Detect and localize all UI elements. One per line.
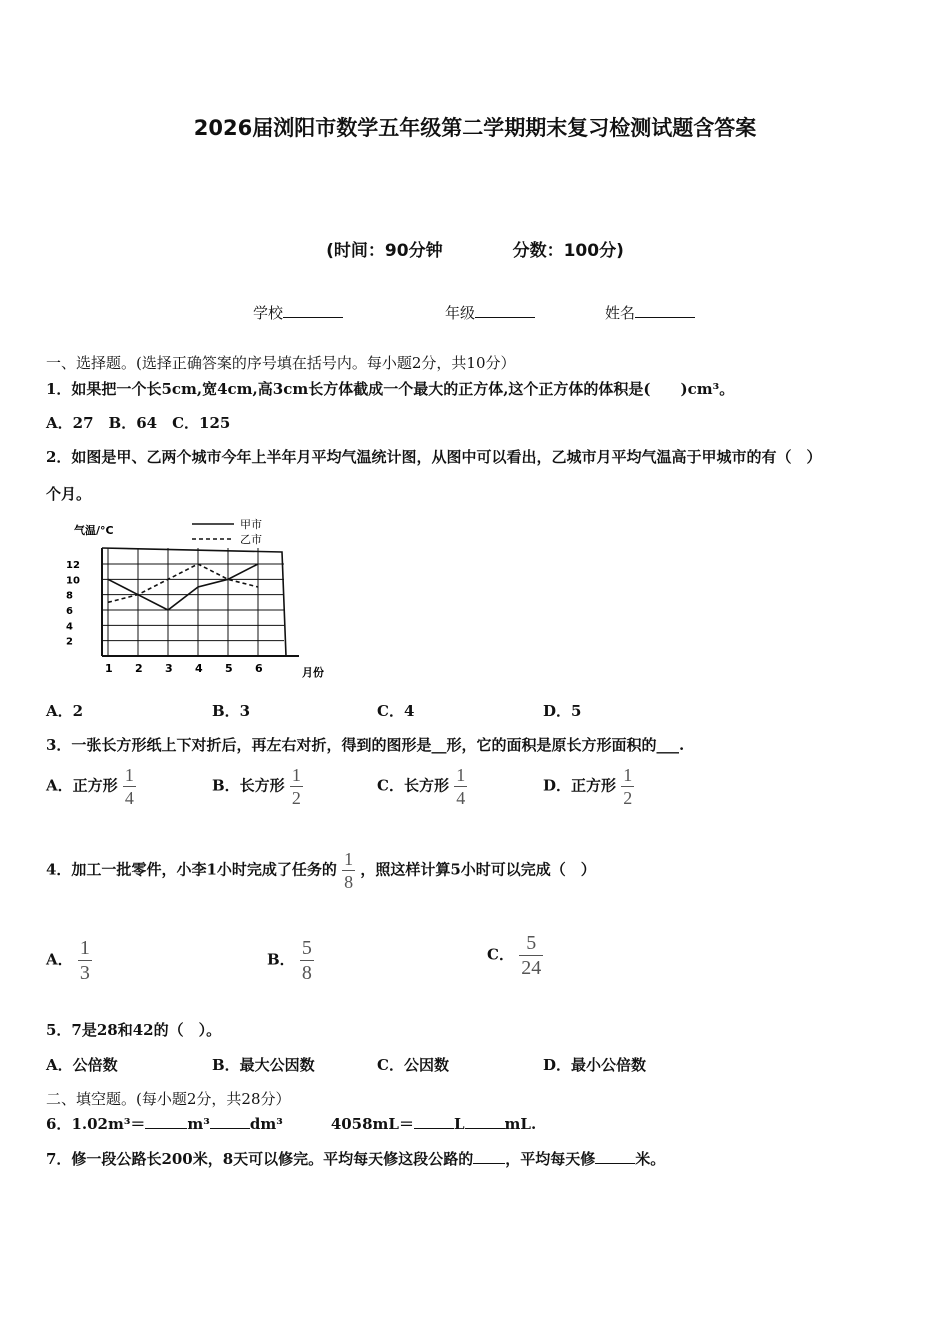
question-4-fraction: $\frac{1}{8}$ [344,849,354,892]
q4-option-a-fraction: $\frac{1}{3}$ [79,937,90,984]
chart-x-ticks [105,662,263,675]
chart-y-label: 气温/°C [74,524,114,537]
x-tick-label: 2 [135,662,143,675]
q3-option-d-label: D．正方形 [543,776,617,795]
section-2-heading: 二、填空题。(每小题2分，共28分） [46,1090,291,1108]
question-6-number: 6． [46,1115,72,1133]
name-field[interactable] [605,302,695,323]
total-score: 分数：100分) [512,241,624,261]
q6-blank-1[interactable] [145,1114,187,1129]
q3-option-d[interactable] [543,766,634,807]
q5-option-d[interactable]: D．最小公倍数 [543,1056,647,1074]
chart-y-ticks [66,560,80,648]
q4-option-a-label: A． [46,950,73,969]
y-tick-label: 2 [66,636,73,648]
y-tick-label: 4 [66,621,73,633]
q7-blank-1[interactable] [473,1149,505,1164]
legend-series-2: 乙市 [240,533,262,546]
q6-part-4: 4058mL＝ [330,1115,414,1133]
y-tick-label: 6 [66,606,73,617]
question-5: 5．7是28和42的（ ）。 [46,1021,222,1039]
q3-option-a-label: A．正方形 [46,776,118,795]
question-2-cont: 个月。 [46,485,92,503]
q6-blank-4[interactable] [465,1114,505,1129]
q6-part-3: dm³ [249,1115,283,1133]
q3-option-a[interactable] [46,766,136,807]
school-label: 学校 [253,304,284,322]
x-tick-label: 1 [105,662,113,675]
q7-part-3: 米。 [635,1150,666,1168]
q3-option-b-fraction: $\frac{1}{2}$ [291,765,301,808]
q4-option-c-label: C． [487,945,514,964]
q4-option-c-fraction: $\frac{5}{24}$ [521,932,542,979]
question-4 [46,850,596,891]
school-field[interactable] [253,302,343,323]
q4-option-a[interactable] [46,938,92,983]
q3-option-c[interactable] [377,766,467,807]
q2-option-c[interactable]: C．4 [377,702,415,720]
name-label: 姓名 [605,304,636,322]
question-1: 1．如果把一个长5cm,宽4cm,高3cm长方体截成一个最大的正方体,这个正方体的体积是( )cm³。 [46,380,735,398]
q6-part-5: L [453,1115,465,1133]
time-limit: (时间：90分钟 [326,241,443,261]
q2-option-b[interactable]: B．3 [212,702,251,720]
q3-option-b-label: B．长方形 [212,776,285,795]
y-tick-label: 12 [66,560,80,571]
exam-meta [0,236,950,261]
grade-field[interactable] [445,302,535,323]
legend-series-1: 甲市 [240,518,262,531]
q3-option-d-fraction: $\frac{1}{2}$ [623,765,633,808]
q5-option-a[interactable]: A．公倍数 [46,1056,118,1074]
q7-blank-2[interactable] [595,1149,635,1164]
question-7 [46,1148,665,1169]
temperature-line-chart [44,514,344,684]
section-1-heading: 一、选择题。(选择正确答案的序号填在括号内。每小题2分，共10分） [46,354,516,372]
question-6 [46,1113,536,1134]
q5-option-c[interactable]: C．公因数 [377,1056,449,1074]
chart-grid [102,548,299,656]
q7-part-2: ，平均每天修 [505,1150,596,1168]
question-1-options: A．27 B．64 C．125 [46,414,231,432]
q3-option-a-fraction: $\frac{1}{4}$ [124,765,134,808]
x-tick-label: 6 [255,662,263,675]
q3-option-c-label: C．长方形 [377,776,449,795]
y-tick-label: 10 [66,575,80,587]
q4-option-c[interactable] [487,933,543,978]
question-2: 2．如图是甲、乙两个城市今年上半年月平均气温统计图，从图中可以看出，乙城市月平均气温高于甲城市的有（ ） [46,448,822,466]
x-tick-label: 4 [195,662,203,675]
q6-part-1: 1.02m³＝ [71,1115,146,1133]
y-tick-label: 8 [66,590,73,602]
question-4-text-before: 4．加工一批零件，小李1小时完成了任务的 [46,860,337,879]
q5-option-b[interactable]: B．最大公因数 [212,1056,315,1074]
q6-part-6: mL. [504,1115,537,1133]
series-line-jia [108,564,258,610]
x-tick-label: 5 [225,662,233,675]
q7-part-1: 7．修一段公路长200米，8天可以修完。平均每天修这段公路的 [46,1150,474,1168]
page-title: 2026届浏阳市数学五年级第二学期期末复习检测试题含答案 [193,116,757,140]
q6-blank-2[interactable] [210,1114,250,1129]
question-4-text-after: ，照这样计算5小时可以完成（ ） [360,860,596,879]
q4-option-b-label: B． [267,950,295,969]
q3-option-c-fraction: $\frac{1}{4}$ [456,765,466,808]
q2-option-a[interactable]: A．2 [46,702,84,720]
q6-blank-3[interactable] [414,1114,454,1129]
q4-option-b-fraction: $\frac{5}{8}$ [301,937,312,984]
q4-option-b[interactable] [267,938,314,983]
chart-x-label: 月份 [302,666,324,679]
question-3: 3．一张长方形纸上下对折后，再左右对折，得到的图形是__形，它的面积是原长方形面积的___. [46,736,685,754]
x-tick-label: 3 [165,662,173,675]
q2-option-d[interactable]: D．5 [543,702,582,720]
grade-label: 年级 [445,304,476,322]
q6-part-2: m³ [187,1115,210,1133]
q3-option-b[interactable] [212,766,303,807]
series-line-yi [108,564,258,602]
